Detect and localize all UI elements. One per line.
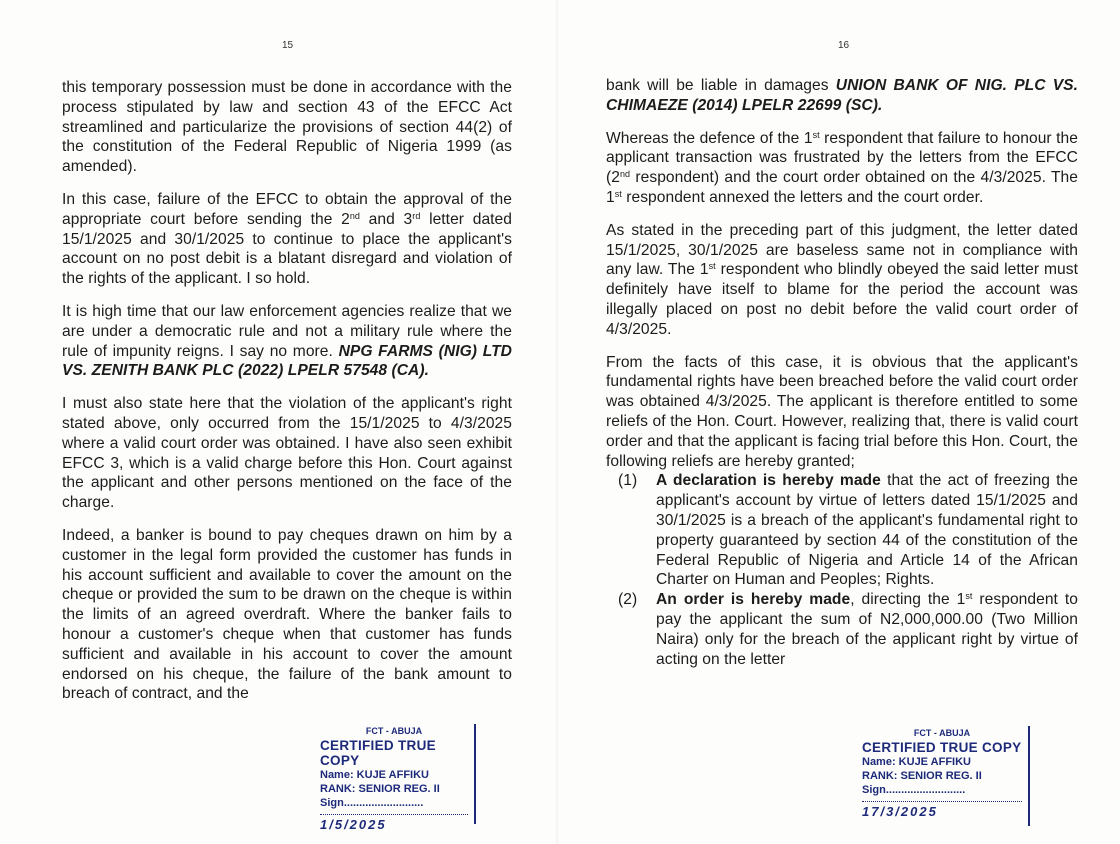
superscript: nd [349,210,360,221]
page-body [606,76,1078,669]
stamp-sign: Sign.......................... [320,797,424,809]
paragraph [606,76,1078,116]
superscript: rd [412,210,421,221]
text-run: respondent) and the court order obtained on the 4/3/2025. The 1 [606,169,1078,206]
stamp-rank: RANK: SENIOR REG. II [862,770,982,782]
relief-text [656,471,1078,590]
stamp-title: CERTIFIED TRUE COPY [862,740,1022,755]
paragraph [606,129,1078,208]
certified-true-copy-stamp [858,726,1030,826]
superscript: nd [619,169,631,180]
relief-item [606,471,1078,590]
text-run: bank will be liable in damages [606,77,836,94]
stamp-name: Name: KUJE AFFIKU [862,756,971,768]
text-run: Whereas the defence of the 1 [606,129,813,147]
superscript: st [812,129,820,140]
relief-item [606,590,1078,669]
paragraph: this temporary possession must be done in accordance with the process stipulated by law and section 43 of the EFCC Act streamlined and particularize the provisions of section 44(2) of the constitution of the Federal Republic of Nigeria 1999 (as amended). [62,79,512,176]
paragraph [62,190,512,289]
stamp-title: CERTIFIED TRUE COPY [320,738,436,768]
stamp-date: 17/3/2025 [862,801,1022,819]
page-body [62,78,512,717]
paragraph [606,221,1078,340]
relief-number: (2) [618,591,638,609]
stamp-rank: RANK: SENIOR REG. II [320,783,440,795]
stamp-court: FCT - ABUJA [913,728,971,738]
paragraph: I must also state here that the violation of the applicant's right stated above, only occurred from the 15/1/2025 to 4/3/2025 where a valid court order was obtained. I have also seen exhibit EFCC 3, which is a valid charge before this Hon. Court against the applicant and other persons mentioned on the face of the charge. [62,395,512,512]
relief-text [656,590,1078,669]
case-citation: UNION BANK OF NIG. PLC VS. CHIMAEZE (2014) LPELR 22699 (SC). [606,77,1078,114]
text-run: , directing the 1 [850,591,966,609]
text-run: respondent annexed the letters and the court order. [621,188,984,206]
text-run: respondent that failure to honour the applicant transaction was frustrated by the letters from the EFCC (2 [606,129,1078,187]
text-run: In this case, failure of the EFCC to obtain the approval of the appropriate court before sending the 2 [62,190,512,228]
page-number: 15 [282,40,294,51]
relief-number: (1) [618,472,638,490]
stamp-name: Name: KUJE AFFIKU [320,769,429,781]
case-citation: NPG FARMS (NIG) LTD VS. ZENITH BANK PLC (2022) LPELR 57548 (CA). [62,342,512,380]
stamp-court: FCT - ABUJA [365,726,423,736]
paragraph [62,302,512,381]
document-page-right [560,0,1120,844]
stamp-sign: Sign.......................... [862,784,966,796]
paragraph: From the facts of this case, it is obvious that the applicant's fundamental rights have been breached before the valid court order was obtained 4/3/2025. The applicant is therefore entitled to some reliefs of the Hon. Court. However, realizing that, there is valid court order and that the applicant is facing trial before this Hon. Court, the following reliefs are hereby granted; [606,353,1078,470]
text-run: respondent who blindly obeyed the said letter must definitely have itself to blame for the period the account was illegally placed on post no debit before the valid court order of 4/3/2025. [606,261,1078,338]
text-run: As stated in the preceding part of this judgment, the letter dated 15/1/2025, 30/1/2025 are baseless same not in compliance with any law. The 1 [606,221,1078,279]
text-run: and 3 [359,210,413,228]
superscript: st [965,591,973,602]
superscript: st [614,188,622,199]
text-run: that the act of freezing the applicant's account by virtue of letters dated 15/1/2025 and 30/1/2025 is a breach of the applicant's fundamental right to property guaranteed by section 44 of the constitution of the Federal Republic of Nigeria and Article 14 of the African Charter on Human and Peoples; Rights. [656,472,1079,589]
superscript: st [708,261,716,272]
text-run: letter dated 15/1/2025 and 30/1/2025 to continue to place the applicant's account on no post debit is a blatant disregard and violation of the rights of the applicant. I so hold. [62,210,512,288]
relief-lead: A declaration is hereby made [656,472,881,490]
text-run: respondent to pay the applicant the sum of N2,000,000.00 (Two Million Naira) only for the breach of the applicant right by virtue of acting on the letter [656,591,1078,668]
text-run: It is high time that our law enforcement agencies realize that we are under a democratic rule and not a military rule where the rule of impunity reigns. I say no more. [62,302,512,360]
stamp-date: 1/5/2025 [320,814,468,832]
certified-true-copy-stamp [316,724,476,832]
relief-lead: An order is hereby made [656,591,851,609]
paragraph: Indeed, a banker is bound to pay cheques drawn on him by a customer in the legal form provided the customer has funds in his account sufficient and available to cover the amount on the cheque or provided the sum to be drawn on the cheque is within the limits of an agreed overdraft. Where the banker fails to honour a customer's cheque when that customer has funds sufficient and available in his account to cover the amount endorsed on his cheque, the failure of the bank amount to breach of contract, and the [62,526,512,703]
page-number: 16 [838,40,850,51]
